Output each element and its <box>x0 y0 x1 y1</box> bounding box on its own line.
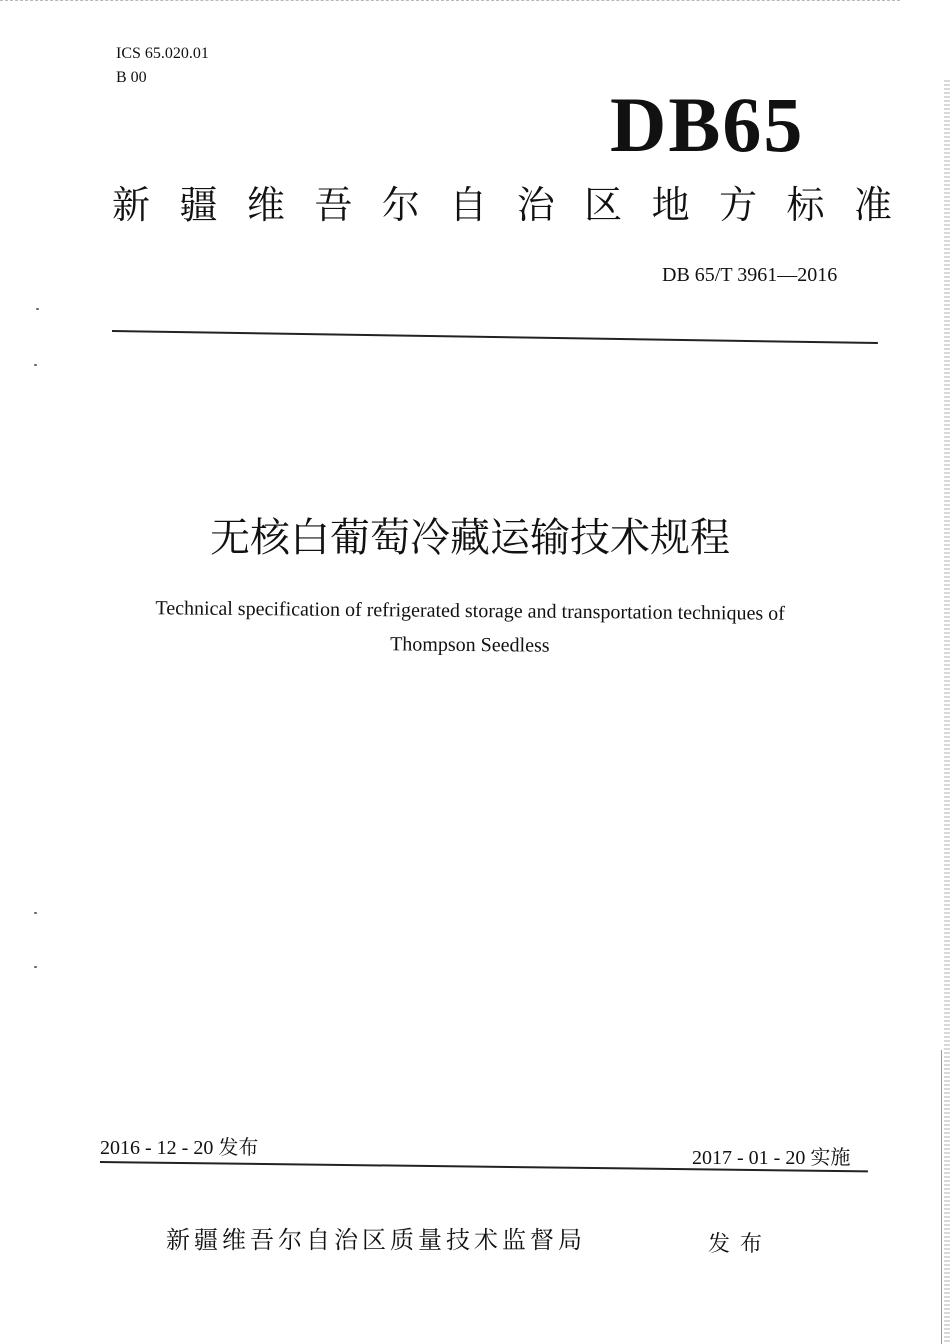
document-title-chinese: 无核白葡萄冷藏运输技术规程 <box>210 515 730 561</box>
implementation-date: 2017 - 01 - 20 实施 <box>692 1147 851 1169</box>
standard-type-char: 地 <box>651 183 690 227</box>
ics-code: ICS 65.020.01 <box>116 45 209 62</box>
standard-type-char: 准 <box>853 183 892 227</box>
english-title-line-2: Thompson Seedless <box>390 633 550 657</box>
standard-type-char: 吾 <box>314 183 353 227</box>
standard-type-char: 治 <box>516 183 555 227</box>
ccs-code: B 00 <box>116 69 147 86</box>
publishing-authority: 新疆维吾尔自治区质量技术监督局 <box>166 1226 586 1254</box>
db65-logo: DB65 <box>610 81 805 168</box>
classification-codes <box>116 42 209 90</box>
issue-date: 2016 - 12 - 20 发布 <box>100 1137 259 1159</box>
standard-number: DB 65/T 3961—2016 <box>662 264 838 286</box>
document-title-english <box>100 591 841 665</box>
standard-type-heading <box>112 180 892 230</box>
header-divider <box>112 330 878 344</box>
scan-speck <box>36 308 39 310</box>
scan-right-edge <box>944 80 950 1344</box>
standard-type-char: 疆 <box>179 183 218 227</box>
english-title-line-1: Technical specification of refrigerated storage and transportation techniques of <box>155 597 785 625</box>
standard-type-char: 维 <box>246 183 285 227</box>
standard-type-char: 标 <box>786 183 825 227</box>
scan-speck <box>34 364 37 366</box>
standard-type-char: 新 <box>112 183 151 227</box>
publish-label: 发布 <box>708 1232 773 1257</box>
scan-top-edge <box>0 0 900 7</box>
scan-speck <box>34 912 37 914</box>
scan-right-line <box>941 1050 942 1344</box>
standard-type-char: 尔 <box>381 183 420 227</box>
standard-type-char: 自 <box>449 183 488 227</box>
standard-type-char: 区 <box>584 183 623 227</box>
standard-type-char: 方 <box>719 183 758 227</box>
scan-speck <box>34 966 37 968</box>
